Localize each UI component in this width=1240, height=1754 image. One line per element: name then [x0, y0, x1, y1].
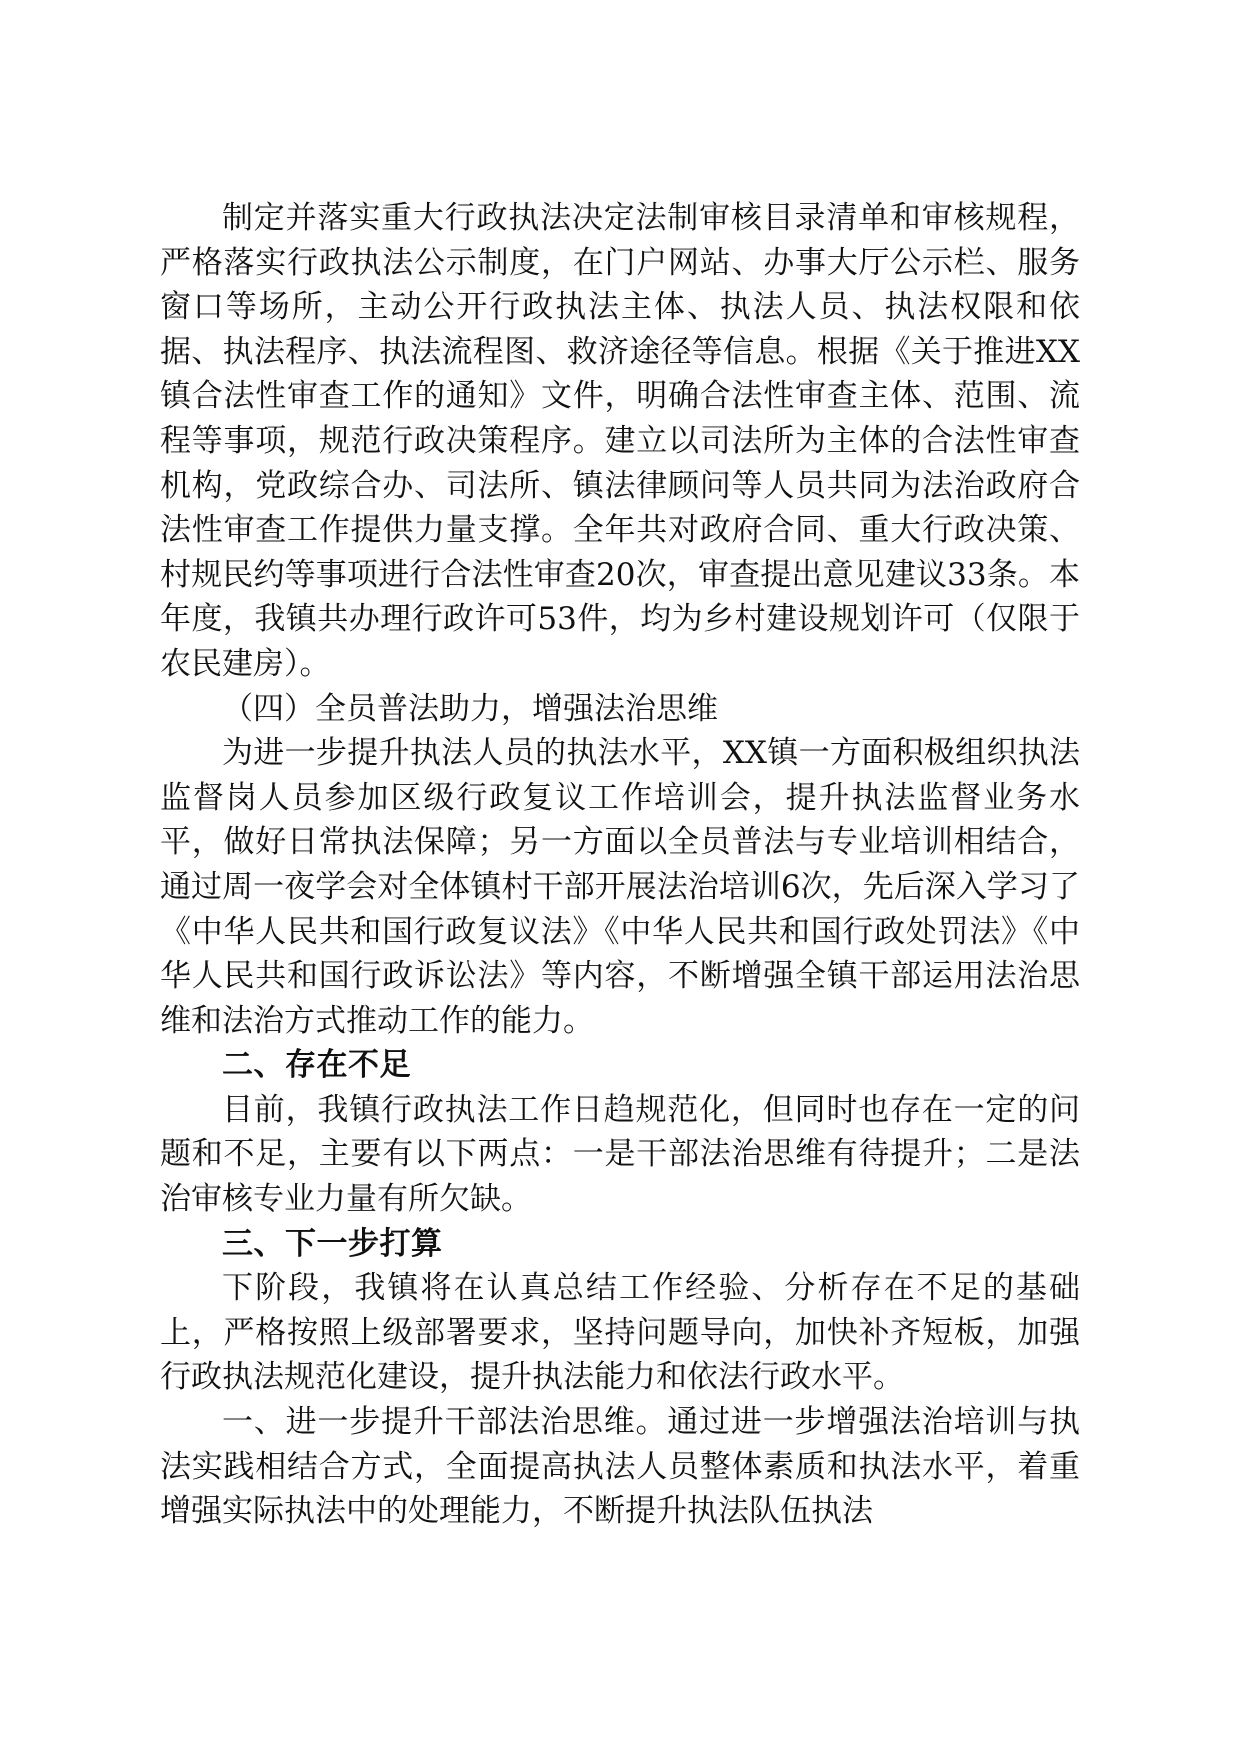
next-step-item-paragraph: 一、进一步提升干部法治思维。通过进一步增强法治培训与执法实践相结合方式，全面提高执法人员整体素质和执法水平，着重增强实际执法中的处理能力，不断提升执法队伍执法	[160, 1404, 1080, 1530]
section-heading-shortcomings: 二、存在不足	[222, 1047, 411, 1084]
legal-training-paragraph: 为进一步提升执法人员的执法水平，XX镇一方面积极组织执法监督岗人员参加区级行政复议工作培训会，提升执法监督业务水平，做好日常执法保障；另一方面以全员普法与专业培训相结合，通过周一夜学会对全体镇村干部开展法治培训6次，先后深入学习了《中华人民共和国行政复议法》《中华人民共和国行政处罚法》《中华人民共和国行政诉讼法》等内容，不断增强全镇干部运用法治思维和法治方式推动工作的能力。	[160, 735, 1080, 1039]
section-subheading-legal-education: （四）全员普法助力，增强法治思维	[222, 690, 718, 727]
shortcomings-paragraph: 目前，我镇行政执法工作日趋规范化，但同时也存在一定的问题和不足，主要有以下两点：一是干部法治思维有待提升；二是法治审核专业力量有所欠缺。	[160, 1091, 1080, 1218]
next-steps-paragraph: 下阶段，我镇将在认真总结工作经验、分析存在不足的基础上，严格按照上级部署要求，坚持问题导向，加快补齐短板，加强行政执法规范化建设，提升执法能力和依法行政水平。	[160, 1270, 1080, 1396]
document-page	[160, 196, 1080, 1534]
review-system-paragraph: 制定并落实重大行政执法决定法制审核目录清单和审核规程，严格落实行政执法公示制度，在门户网站、办事大厅公示栏、服务窗口等场所，主动公开行政执法主体、执法人员、执法权限和依据、执法程序、执法流程图、救济途径等信息。根据《关于推进XX镇合法性审查工作的通知》文件，明确合法性审查主体、范围、流程等事项，规范行政决策程序。建立以司法所为主体的合法性审查机构，党政综合办、司法所、镇法律顾问等人员共同为法治政府合法性审查工作提供力量支撑。全年共对政府合同、重大行政决策、村规民约等事项进行合法性审查20次，审查提出意见建议33条。本年度，我镇共办理行政许可53件，均为乡村建设规划许可（仅限于农民建房）。	[160, 200, 1080, 682]
section-heading-next-steps: 三、下一步打算	[222, 1225, 443, 1262]
